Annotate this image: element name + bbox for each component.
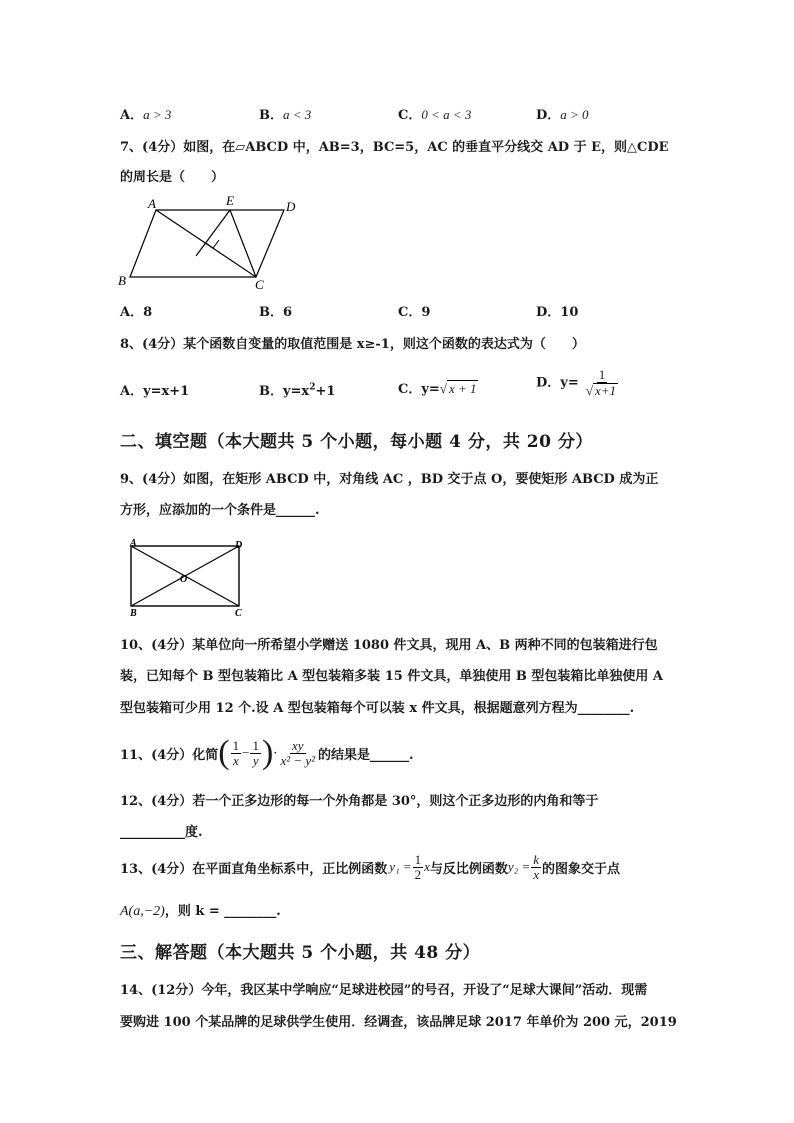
label-a: A bbox=[148, 196, 156, 211]
perpendicular-bisector bbox=[196, 210, 230, 256]
label-a: A bbox=[130, 538, 137, 549]
label-e: E bbox=[226, 193, 234, 208]
segment-ec bbox=[230, 210, 256, 277]
label-b: B bbox=[118, 273, 126, 288]
q14-text-line2: 要购进 100 个某品牌的足球供学生使用．经调查，该品牌足球 2017 年单价为 200 元，2019 bbox=[120, 1015, 677, 1030]
label-c: C bbox=[255, 277, 264, 290]
q7-option-b: B．6 bbox=[259, 305, 293, 320]
q7-text-line2: 的周长是（ ） bbox=[120, 170, 225, 185]
q10-text-line2: 装，已知每个 B 型包装箱比 A 型包装箱多装 15 件文具，单独使用 B 型包装箱比单独使用 A bbox=[120, 669, 663, 684]
q7-option-c: C．9 bbox=[398, 305, 431, 320]
q12-text-line2: __________度. bbox=[120, 825, 203, 840]
label-b: B bbox=[130, 608, 137, 618]
q13-text-line1: 13、(4分）在平面直角坐标系中，正比例函数 y₁ = $\frac{1}{2}$ x 与反比例函数 y₂ = $\frac{k}{x}$ 的图象交于点 bbox=[120, 851, 621, 882]
q6-option-c: C．0 < a < 3 bbox=[398, 107, 472, 123]
section-3-heading: 三、解答题（本大题共 5 个小题，共 48 分） bbox=[120, 943, 481, 963]
q7-text-line1: 7、(4分）如图，在▱ABCD 中，AB=3，BC=5，AC 的垂直平分线交 AD 于 E，则△CDE bbox=[120, 140, 669, 155]
q9-text-line2: 方形，应添加的一个条件是______. bbox=[120, 503, 320, 518]
right-angle-mark bbox=[206, 240, 219, 248]
label-d: D bbox=[286, 199, 296, 214]
q6-option-a: A．a > 3 bbox=[120, 107, 172, 123]
q10-text-line1: 10、(4分）某单位向一所希望小学赠送 1080 件文具，现用 A、B 两种不同的包装箱进行包 bbox=[120, 638, 658, 653]
q12-text-line1: 12、(4分）若一个正多边形的每一个外角都是 30°，则这个正多边形的内角和等于 bbox=[120, 794, 599, 809]
q7-option-a: A．8 bbox=[120, 305, 153, 320]
q8-text: 8、(4分）某个函数自变量的取值范围是 x≥-1，则这个函数的表达式为（ ） bbox=[120, 337, 585, 352]
parallelogram-figure bbox=[112, 190, 322, 290]
rectangle-figure bbox=[122, 536, 252, 618]
label-o: O bbox=[180, 574, 188, 585]
fraction-d: $\frac{1}{√ x+1}$ bbox=[585, 367, 617, 398]
q8-option-a: A．y=x+1 bbox=[120, 384, 190, 399]
q8-option-d: D．y= $\frac{1}{√ x+1}$ bbox=[536, 368, 621, 398]
q13-text-line2: A(a,−2)，则 k = ________. bbox=[120, 904, 281, 919]
q9-text-line1: 9、(4分）如图，在矩形 ABCD 中，对角线 AC ，BD 交于点 O，要使矩形 ABCD 成为正 bbox=[120, 472, 659, 487]
q11-text: 11、(4分）化简 ( $\frac{1}{x}$ − $\frac{1}{y}$ ) · $\frac{xy}{\text{x² − y²}}$ 的结果是______. bbox=[120, 734, 414, 771]
label-c: C bbox=[235, 608, 242, 618]
q6-option-b: B．a < 3 bbox=[259, 107, 312, 123]
q8-option-c: C．y=√ x + 1 bbox=[398, 381, 477, 397]
label-d: D bbox=[235, 540, 243, 551]
q10-text-line3: 型包装箱可少用 12 个.设 A 型包装箱每个可以装 x 件文具，根据题意列方程为________. bbox=[120, 701, 635, 716]
q6-option-d: D．a > 0 bbox=[536, 107, 589, 123]
q7-option-d: D．10 bbox=[536, 305, 579, 320]
q14-text-line1: 14、(12分）今年，我区某中学响应“足球进校园”的号召，开设了“足球大课间”活动．现需 bbox=[120, 983, 648, 998]
q8-option-b: B．$y=x^2+1$ bbox=[259, 382, 336, 399]
section-2-heading: 二、填空题（本大题共 5 个小题，每小题 4 分，共 20 分） bbox=[120, 432, 593, 452]
